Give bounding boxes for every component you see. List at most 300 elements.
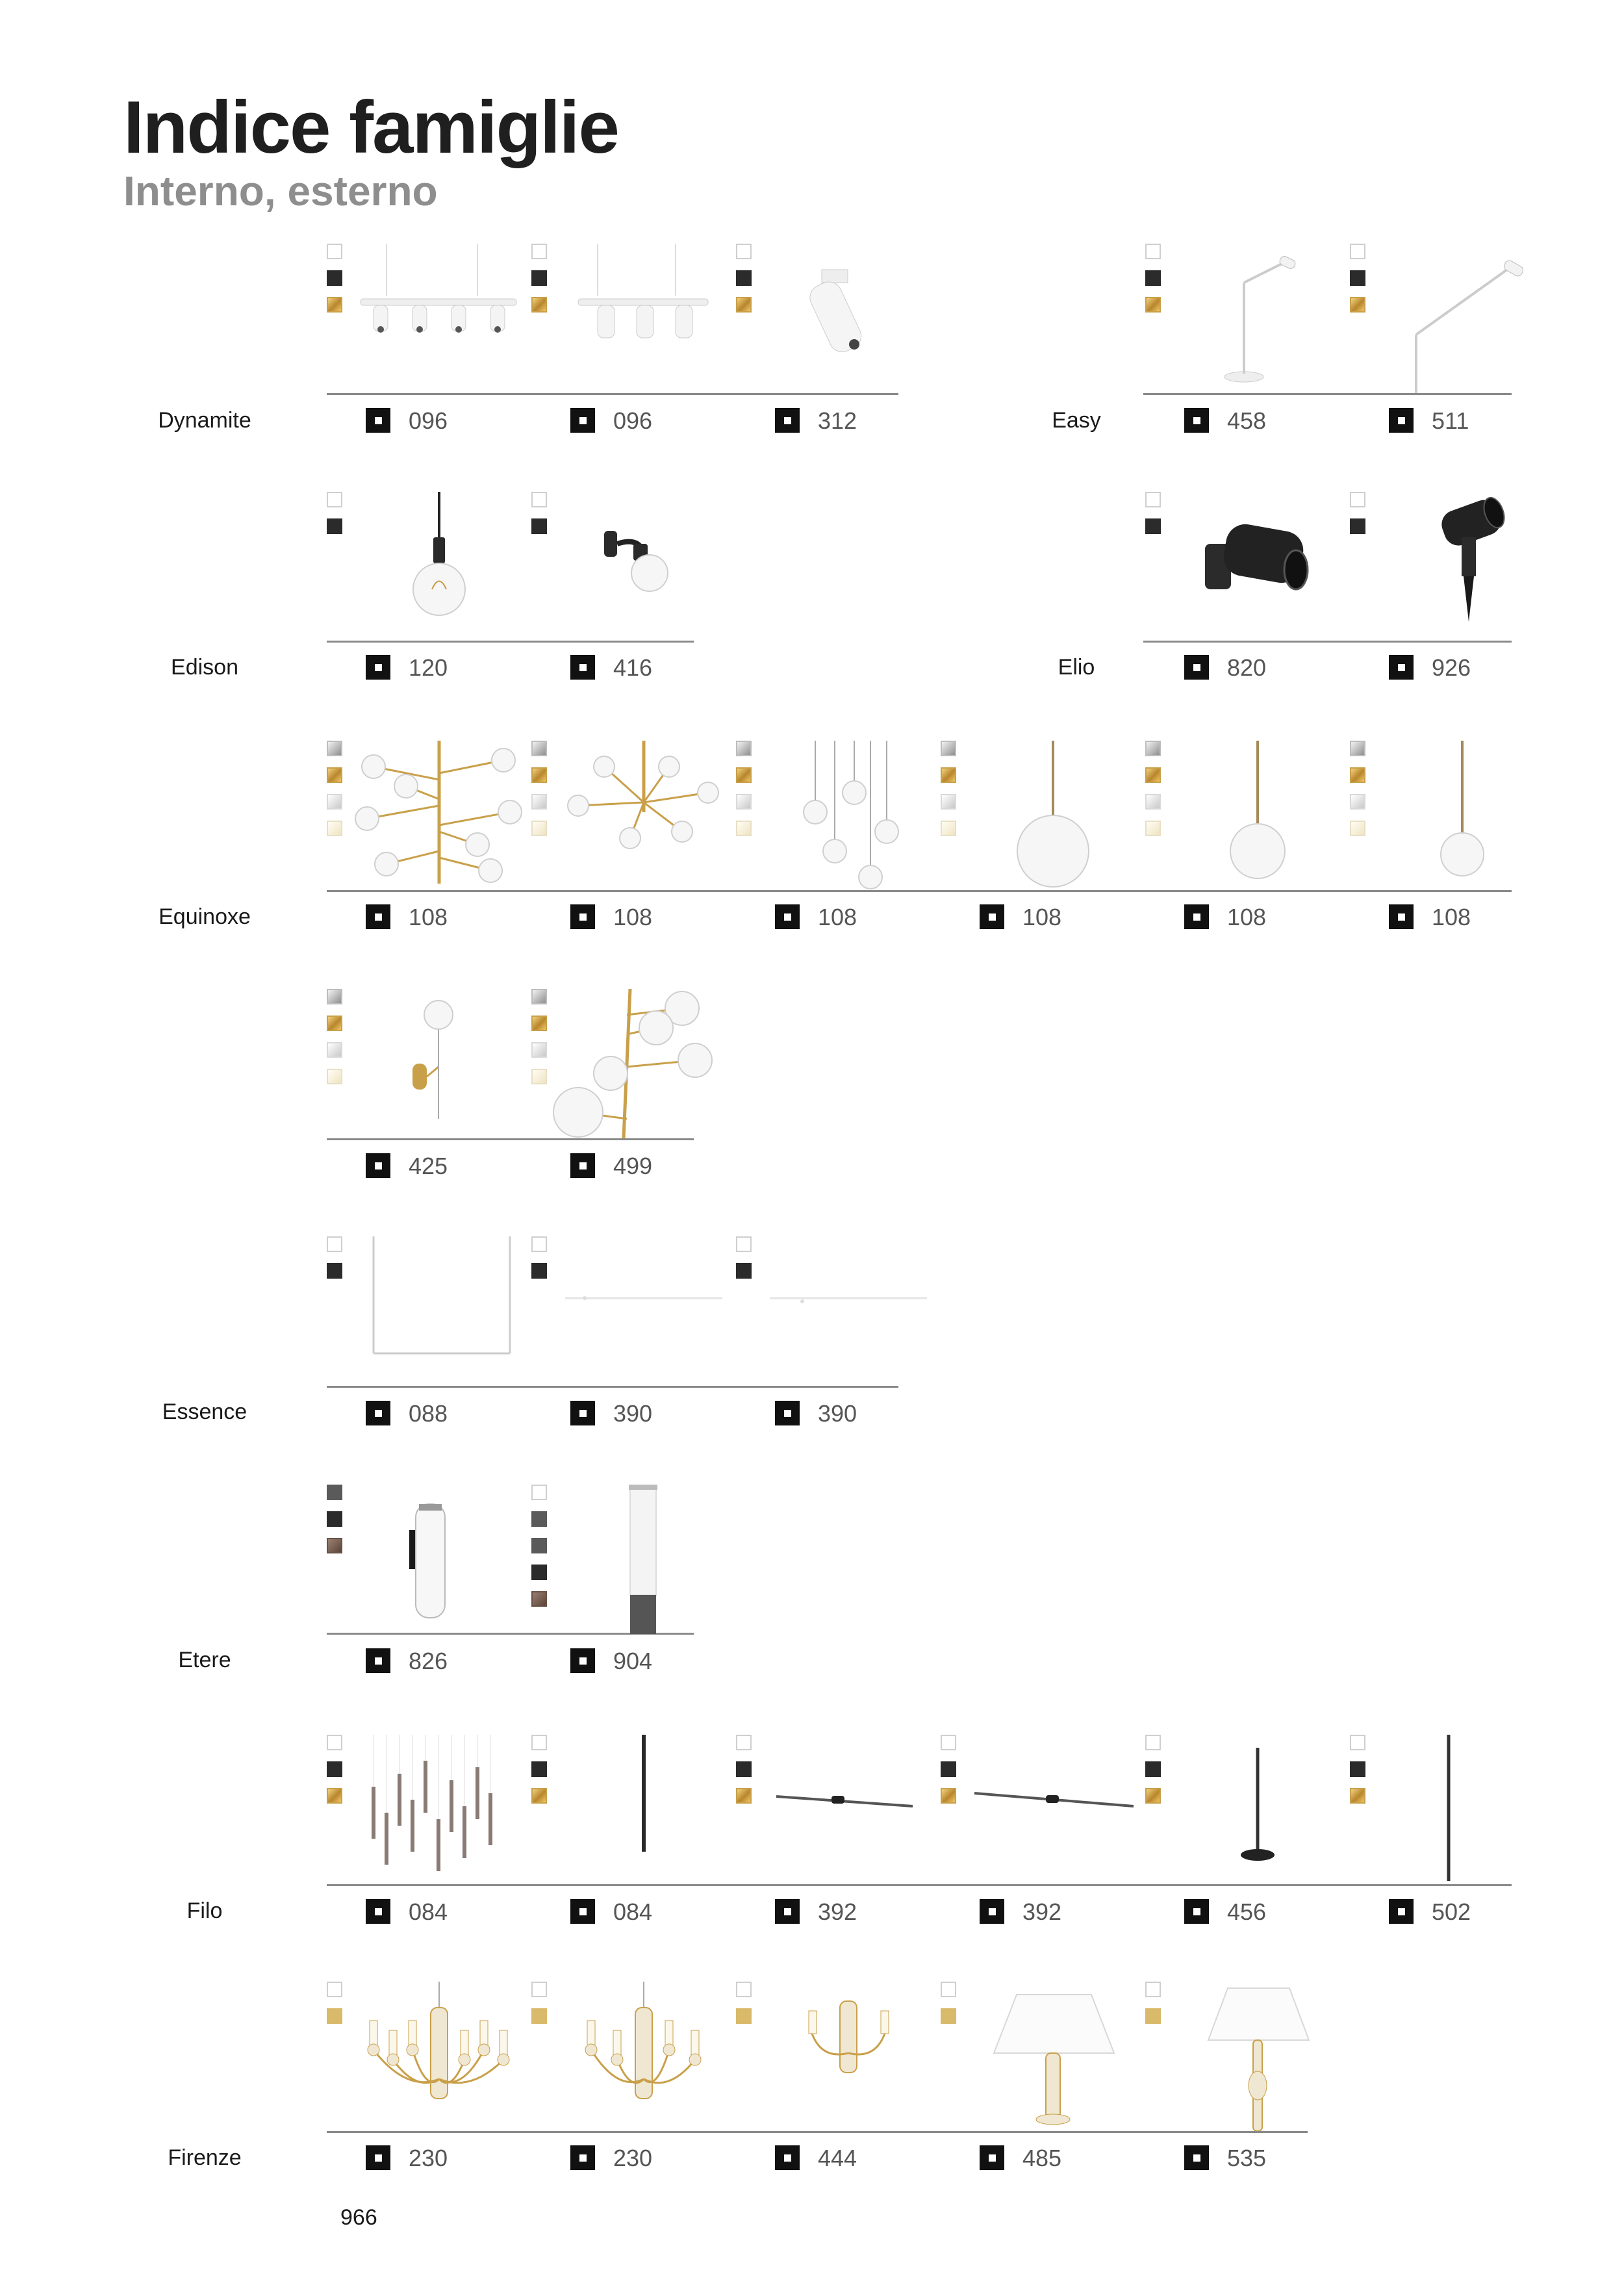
double-wall-spot-icon xyxy=(1166,492,1349,641)
finish-swatch-satin xyxy=(736,794,752,810)
product-page-number: 425 xyxy=(409,1153,448,1179)
product-page-number: 088 xyxy=(409,1400,448,1427)
globe-floor-lamp-icon xyxy=(552,989,735,1138)
finish-swatches xyxy=(1350,1735,1368,1815)
product-essence-390[interactable] xyxy=(531,1236,735,1427)
finish-swatches xyxy=(1145,741,1163,847)
finish-swatch-white xyxy=(327,492,342,507)
product-code-row xyxy=(1184,904,1266,929)
finish-swatch-silver xyxy=(736,741,752,756)
finish-swatches xyxy=(736,1735,754,1815)
track-spot-bar-3-icon xyxy=(552,244,735,393)
finish-swatch-white xyxy=(1350,1735,1365,1750)
product-page-number: 502 xyxy=(1432,1898,1471,1925)
page-subtitle: Interno, esterno xyxy=(123,168,438,214)
rod-table-lamp-icon xyxy=(1166,1735,1349,1884)
product-code-row xyxy=(366,2145,448,2170)
product-page-number: 312 xyxy=(818,407,857,434)
finish-swatch-silver xyxy=(941,741,956,756)
product-equinoxe-108[interactable] xyxy=(1145,741,1349,930)
page-reference-icon xyxy=(366,1648,390,1673)
product-equinoxe-499[interactable] xyxy=(531,989,735,1179)
page-reference-icon xyxy=(1184,2145,1209,2170)
product-firenze-485[interactable] xyxy=(941,1982,1145,2171)
finish-swatch-gold xyxy=(1350,1788,1365,1804)
finish-swatch-silver xyxy=(1145,741,1161,756)
finish-swatch-satin xyxy=(531,1042,547,1058)
product-dynamite-312[interactable] xyxy=(736,244,940,434)
product-easy-511[interactable] xyxy=(1350,244,1554,434)
product-page-number: 084 xyxy=(613,1898,653,1925)
finish-swatch-black xyxy=(327,1511,342,1527)
product-code-row xyxy=(1184,655,1266,680)
product-page-number: 390 xyxy=(818,1400,857,1427)
finish-swatch-white xyxy=(531,1236,547,1252)
finish-swatch-silver xyxy=(531,989,547,1004)
product-code-row xyxy=(1389,408,1469,433)
product-page-number: 820 xyxy=(1227,654,1267,681)
product-code-row xyxy=(366,1401,448,1425)
finish-swatches xyxy=(736,244,754,324)
finish-swatch-black xyxy=(1350,518,1365,534)
finish-swatch-gold xyxy=(736,1788,752,1804)
product-page-number: 108 xyxy=(613,904,653,930)
finish-swatches xyxy=(531,741,550,847)
product-dynamite-096[interactable] xyxy=(531,244,735,434)
finish-swatch-satin xyxy=(327,794,342,810)
finish-swatch-silver xyxy=(327,741,342,756)
finish-swatch-gold xyxy=(327,1788,342,1804)
finish-swatch-cream xyxy=(531,821,547,836)
product-code-row xyxy=(570,1899,652,1924)
finish-swatches xyxy=(531,1485,550,1618)
finish-swatch-satin xyxy=(531,794,547,810)
finish-swatch-gold xyxy=(327,767,342,783)
page-reference-icon xyxy=(570,2145,595,2170)
finish-swatch-white xyxy=(327,1236,342,1252)
family-label-edison: Edison xyxy=(171,655,238,680)
product-code-row xyxy=(775,1401,857,1425)
product-equinoxe-425[interactable] xyxy=(327,989,531,1179)
product-page-number: 926 xyxy=(1432,654,1471,681)
finish-swatch-white xyxy=(1145,1735,1161,1750)
page-reference-icon xyxy=(570,1153,595,1178)
product-edison-120[interactable] xyxy=(327,492,531,681)
finish-swatch-gray xyxy=(327,1485,342,1500)
finish-swatch-white xyxy=(531,1982,547,1997)
finish-swatches xyxy=(941,741,959,847)
product-filo-084[interactable] xyxy=(531,1735,735,1925)
product-code-row xyxy=(1389,904,1471,929)
page-reference-icon xyxy=(570,408,595,433)
product-code-row xyxy=(1389,1899,1471,1924)
finish-swatches xyxy=(327,1982,345,2035)
finish-swatch-gray xyxy=(531,1538,547,1553)
finish-swatch-satin xyxy=(1145,794,1161,810)
finish-swatches xyxy=(1145,244,1163,324)
finish-swatch-white xyxy=(941,1735,956,1750)
product-filo-084[interactable] xyxy=(327,1735,531,1925)
product-edison-416[interactable] xyxy=(531,492,735,681)
finish-swatches xyxy=(327,1485,345,1565)
finish-swatch-goldflat xyxy=(736,2008,752,2024)
product-essence-390[interactable] xyxy=(736,1236,940,1427)
page-reference-icon xyxy=(570,655,595,680)
track-spot-bar-4-icon xyxy=(348,244,531,393)
globe-pendant-small-icon xyxy=(1371,741,1554,890)
finish-swatch-black xyxy=(531,518,547,534)
product-page-number: 458 xyxy=(1227,407,1267,434)
cylinder-wall-lamp-icon xyxy=(348,1485,531,1634)
product-firenze-230[interactable] xyxy=(531,1982,735,2171)
product-page-number: 230 xyxy=(613,2145,653,2171)
product-code-row xyxy=(570,408,652,433)
finish-swatch-goldflat xyxy=(531,2008,547,2024)
finish-swatch-silver xyxy=(327,989,342,1004)
finish-swatch-black xyxy=(531,270,547,286)
page-reference-icon xyxy=(1184,1899,1209,1924)
globe-chandelier-small-icon xyxy=(552,741,735,890)
product-filo-502[interactable] xyxy=(1350,1735,1554,1925)
product-code-row xyxy=(570,2145,652,2170)
product-easy-458[interactable] xyxy=(1145,244,1349,434)
finish-swatch-cream xyxy=(941,821,956,836)
finish-swatch-gold xyxy=(1350,297,1365,313)
finish-swatch-black xyxy=(531,1761,547,1777)
product-elio-926[interactable] xyxy=(1350,492,1554,681)
finish-swatch-black xyxy=(1350,1761,1365,1777)
finish-swatch-gold xyxy=(327,297,342,313)
page-reference-icon xyxy=(1184,408,1209,433)
wall-bulb-sconce-icon xyxy=(552,492,735,641)
globe-wall-sconce-icon xyxy=(348,989,531,1138)
linear-suspension-u-icon xyxy=(348,1236,531,1386)
page-reference-icon xyxy=(570,904,595,929)
finish-swatch-gold xyxy=(1145,767,1161,783)
product-code-row xyxy=(366,408,448,433)
garden-spike-spot-icon xyxy=(1371,492,1554,641)
finish-swatch-white xyxy=(327,244,342,259)
multi-rod-pendant-icon xyxy=(348,1735,531,1884)
linear-suspension-slim-icon xyxy=(552,1236,735,1386)
finish-swatch-black xyxy=(327,270,342,286)
finish-swatch-white xyxy=(1145,1982,1161,1997)
finish-swatch-gray xyxy=(531,1511,547,1527)
product-equinoxe-108[interactable] xyxy=(736,741,940,930)
linear-suspension-line-icon xyxy=(757,1236,940,1386)
product-firenze-444[interactable] xyxy=(736,1982,940,2171)
globe-chandelier-large-icon xyxy=(348,741,531,890)
finish-swatch-black xyxy=(1145,270,1161,286)
finish-swatches xyxy=(1145,1982,1163,2035)
finish-swatches xyxy=(1145,1735,1163,1815)
finish-swatch-white xyxy=(941,1982,956,1997)
finish-swatch-bronze xyxy=(327,1538,342,1553)
finish-swatches xyxy=(531,1236,550,1290)
finish-swatch-gold xyxy=(736,297,752,313)
product-page-number: 456 xyxy=(1227,1898,1267,1925)
page-title: Indice famiglie xyxy=(123,86,618,169)
finish-swatch-gold xyxy=(327,1016,342,1031)
finish-swatch-black xyxy=(531,1565,547,1580)
wall-rod-long-icon xyxy=(961,1735,1145,1884)
product-page-number: 535 xyxy=(1227,2145,1267,2171)
finish-swatch-gold xyxy=(531,1016,547,1031)
finish-swatches xyxy=(327,492,345,545)
finish-swatch-white xyxy=(327,1735,342,1750)
product-code-row xyxy=(775,2145,857,2170)
product-code-row xyxy=(366,1648,448,1673)
cluster-pendant-icon xyxy=(757,741,940,890)
page-reference-icon xyxy=(775,2145,800,2170)
finish-swatch-black xyxy=(941,1761,956,1777)
product-code-row xyxy=(980,904,1061,929)
bulb-pendant-icon xyxy=(348,492,531,641)
finish-swatch-white xyxy=(1350,244,1365,259)
finish-swatches xyxy=(1145,492,1163,545)
family-label-essence: Essence xyxy=(162,1399,247,1424)
finish-swatch-gold xyxy=(1350,767,1365,783)
finish-swatches xyxy=(531,244,550,324)
finish-swatch-black xyxy=(736,270,752,286)
product-filo-456[interactable] xyxy=(1145,1735,1349,1925)
page-reference-icon xyxy=(1184,904,1209,929)
finish-swatch-white xyxy=(1145,492,1161,507)
product-page-number: 108 xyxy=(818,904,857,930)
product-essence-088[interactable] xyxy=(327,1236,531,1427)
product-page-number: 485 xyxy=(1022,2145,1062,2171)
product-code-row xyxy=(570,1401,652,1425)
product-code-row xyxy=(570,1153,652,1178)
finish-swatch-white xyxy=(531,492,547,507)
finish-swatches xyxy=(531,1735,550,1815)
product-code-row xyxy=(980,2145,1061,2170)
product-code-row xyxy=(570,1648,652,1673)
product-code-row xyxy=(980,1899,1061,1924)
finish-swatches xyxy=(327,989,345,1095)
product-etere-904[interactable] xyxy=(531,1485,735,1674)
finish-swatch-silver xyxy=(1350,741,1365,756)
page-reference-icon xyxy=(1184,655,1209,680)
family-label-equinoxe: Equinoxe xyxy=(159,904,251,929)
finish-swatches xyxy=(327,741,345,847)
page-reference-icon xyxy=(980,1899,1004,1924)
product-filo-392[interactable] xyxy=(736,1735,940,1925)
finish-swatch-black xyxy=(736,1263,752,1279)
product-code-row xyxy=(1389,655,1471,680)
finish-swatches xyxy=(327,244,345,324)
family-label-etere: Etere xyxy=(178,1648,231,1672)
finish-swatch-white xyxy=(736,1735,752,1750)
finish-swatch-cream xyxy=(327,821,342,836)
product-code-row xyxy=(366,655,448,680)
product-page-number: 904 xyxy=(613,1648,653,1674)
finish-swatch-white xyxy=(531,1735,547,1750)
finish-swatch-goldflat xyxy=(941,2008,956,2024)
finish-swatch-white xyxy=(531,244,547,259)
finish-swatches xyxy=(941,1735,959,1815)
product-page-number: 499 xyxy=(613,1153,653,1179)
page-reference-icon xyxy=(1389,1899,1414,1924)
finish-swatches xyxy=(531,989,550,1095)
product-page-number: 108 xyxy=(1227,904,1267,930)
finish-swatch-white xyxy=(736,244,752,259)
product-code-row xyxy=(775,1899,857,1924)
finish-swatch-black xyxy=(327,1263,342,1279)
table-lamp-icon xyxy=(1166,244,1349,393)
product-dynamite-096[interactable] xyxy=(327,244,531,434)
finish-swatch-gold xyxy=(531,1788,547,1804)
family-label-firenze: Firenze xyxy=(168,2145,242,2170)
product-page-number: 108 xyxy=(1432,904,1471,930)
finish-swatch-cream xyxy=(1145,821,1161,836)
finish-swatch-goldflat xyxy=(1145,2008,1161,2024)
finish-swatch-black xyxy=(736,1761,752,1777)
page-reference-icon xyxy=(775,1401,800,1425)
product-code-row xyxy=(570,904,652,929)
page-reference-icon xyxy=(775,1899,800,1924)
finish-swatch-gold xyxy=(531,297,547,313)
finish-swatch-cream xyxy=(1350,821,1365,836)
product-code-row xyxy=(775,408,857,433)
finish-swatch-cream xyxy=(327,1069,342,1084)
finish-swatches xyxy=(941,1982,959,2035)
classic-table-lamp-icon xyxy=(961,1982,1145,2131)
finish-swatch-gold xyxy=(941,767,956,783)
finish-swatch-black xyxy=(327,518,342,534)
product-page-number: 120 xyxy=(409,654,448,681)
finish-swatches xyxy=(531,492,550,545)
globe-pendant-large-icon xyxy=(961,741,1145,890)
product-elio-820[interactable] xyxy=(1145,492,1349,681)
page-reference-icon xyxy=(980,2145,1004,2170)
finish-swatch-black xyxy=(531,1263,547,1279)
product-page-number: 096 xyxy=(409,407,448,434)
family-label-easy: Easy xyxy=(1052,408,1101,433)
finish-swatches xyxy=(327,1236,345,1290)
page-reference-icon xyxy=(366,655,390,680)
finish-swatch-white xyxy=(327,1982,342,1997)
wall-rod-short-icon xyxy=(757,1735,940,1884)
product-page-number: 392 xyxy=(1022,1898,1062,1925)
finish-swatch-white xyxy=(736,1236,752,1252)
product-page-number: 416 xyxy=(613,654,653,681)
page-reference-icon xyxy=(775,904,800,929)
finish-swatch-gold xyxy=(531,767,547,783)
finish-swatches xyxy=(736,741,754,847)
page-reference-icon xyxy=(366,2145,390,2170)
finish-swatches xyxy=(1350,741,1368,847)
finish-swatch-satin xyxy=(327,1042,342,1058)
finish-swatches xyxy=(1350,492,1368,545)
finish-swatch-white xyxy=(1145,244,1161,259)
floor-reading-lamp-icon xyxy=(1371,244,1554,393)
product-code-row xyxy=(1184,408,1266,433)
finish-swatch-silver xyxy=(531,741,547,756)
finish-swatch-goldflat xyxy=(327,2008,342,2024)
product-etere-826[interactable] xyxy=(327,1485,531,1674)
finish-swatch-black xyxy=(1350,270,1365,286)
classic-chandelier-8-icon xyxy=(348,1982,531,2131)
product-page-number: 826 xyxy=(409,1648,448,1674)
finish-swatches xyxy=(736,1982,754,2035)
finish-swatch-black xyxy=(1145,1761,1161,1777)
product-page-number: 084 xyxy=(409,1898,448,1925)
product-equinoxe-108[interactable] xyxy=(531,741,735,930)
finish-swatch-bronze xyxy=(531,1591,547,1607)
product-page-number: 108 xyxy=(409,904,448,930)
product-firenze-230[interactable] xyxy=(327,1982,531,2171)
page-number: 966 xyxy=(340,2205,377,2230)
page-reference-icon xyxy=(570,1648,595,1673)
classic-wall-sconce-icon xyxy=(757,1982,940,2131)
page-reference-icon xyxy=(1389,408,1414,433)
product-filo-392[interactable] xyxy=(941,1735,1145,1925)
family-label-elio: Elio xyxy=(1058,655,1095,680)
product-code-row xyxy=(1184,1899,1266,1924)
product-page-number: 230 xyxy=(409,2145,448,2171)
page-reference-icon xyxy=(570,1401,595,1425)
finish-swatches xyxy=(1350,244,1368,324)
page-reference-icon xyxy=(980,904,1004,929)
finish-swatch-black xyxy=(1145,518,1161,534)
finish-swatches xyxy=(736,1236,754,1290)
bollard-lamp-icon xyxy=(552,1485,735,1634)
finish-swatch-white xyxy=(1350,492,1365,507)
page-reference-icon xyxy=(570,1899,595,1924)
page-reference-icon xyxy=(366,904,390,929)
finish-swatch-satin xyxy=(1350,794,1365,810)
product-firenze-535[interactable] xyxy=(1145,1982,1349,2171)
product-code-row xyxy=(366,904,448,929)
product-page-number: 444 xyxy=(818,2145,857,2171)
page-reference-icon xyxy=(775,408,800,433)
product-equinoxe-108[interactable] xyxy=(327,741,531,930)
finish-swatches xyxy=(531,1982,550,2035)
finish-swatch-satin xyxy=(941,794,956,810)
single-spot-icon xyxy=(757,244,940,393)
product-equinoxe-108[interactable] xyxy=(941,741,1145,930)
product-page-number: 108 xyxy=(1022,904,1062,930)
page-reference-icon xyxy=(366,1153,390,1178)
product-code-row xyxy=(570,655,652,680)
finish-swatch-white xyxy=(531,1485,547,1500)
page-reference-icon xyxy=(366,1401,390,1425)
product-page-number: 390 xyxy=(613,1400,653,1427)
product-code-row xyxy=(1184,2145,1266,2170)
page-reference-icon xyxy=(1389,655,1414,680)
product-page-number: 096 xyxy=(613,407,653,434)
product-equinoxe-108[interactable] xyxy=(1350,741,1554,930)
finish-swatch-cream xyxy=(531,1069,547,1084)
finish-swatch-cream xyxy=(736,821,752,836)
classic-floor-lamp-icon xyxy=(1166,1982,1349,2131)
family-label-filo: Filo xyxy=(186,1898,223,1923)
product-page-number: 392 xyxy=(818,1898,857,1925)
finish-swatch-black xyxy=(327,1761,342,1777)
page-reference-icon xyxy=(366,1899,390,1924)
single-rod-pendant-icon xyxy=(552,1735,735,1884)
finish-swatch-gold xyxy=(1145,297,1161,313)
product-page-number: 511 xyxy=(1432,407,1469,434)
product-code-row xyxy=(775,904,857,929)
finish-swatch-white xyxy=(736,1982,752,1997)
finish-swatch-gold xyxy=(1145,1788,1161,1804)
rod-floor-lamp-icon xyxy=(1371,1735,1554,1884)
finish-swatch-gold xyxy=(736,767,752,783)
finish-swatch-gold xyxy=(941,1788,956,1804)
product-code-row xyxy=(366,1153,448,1178)
